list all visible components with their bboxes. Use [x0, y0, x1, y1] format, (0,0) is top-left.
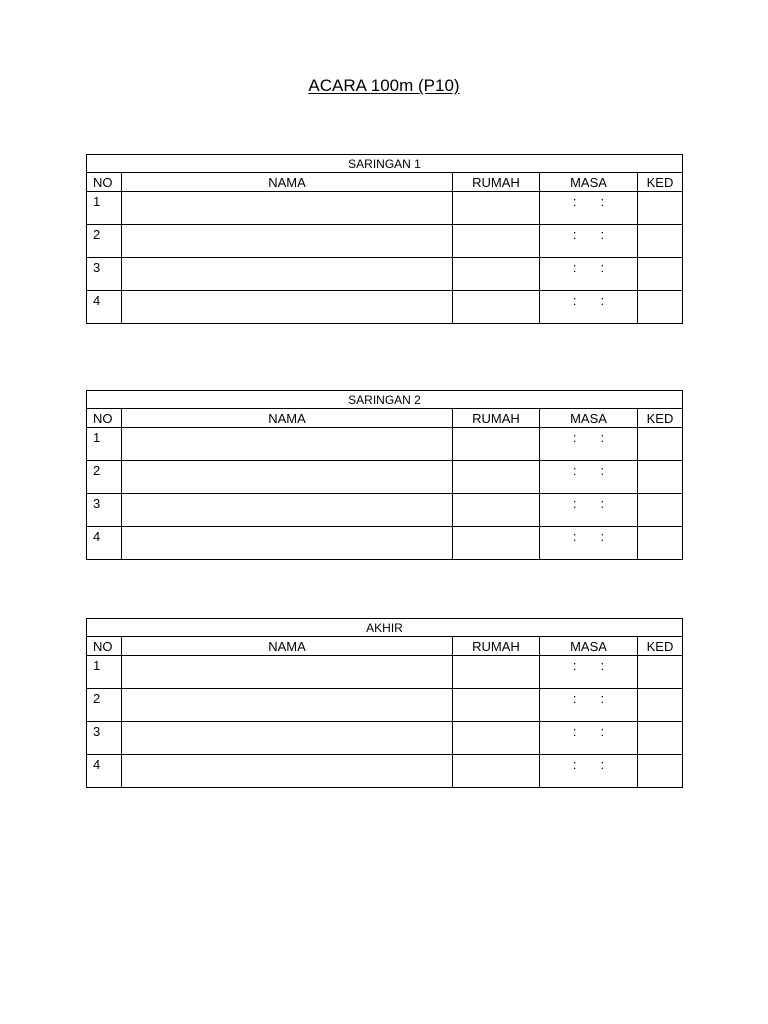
masa-cell[interactable] — [540, 461, 638, 494]
ked-cell[interactable] — [638, 755, 683, 788]
table-row — [87, 225, 683, 258]
table-row — [87, 656, 683, 689]
rumah-cell[interactable] — [453, 258, 540, 291]
time-separator: : — [600, 724, 605, 739]
time-separator: : — [600, 430, 605, 445]
time-separator: : — [572, 260, 577, 275]
column-header-masa: MASA — [540, 409, 638, 428]
rumah-cell[interactable] — [453, 656, 540, 689]
rumah-cell[interactable] — [453, 527, 540, 560]
heat-table-2 — [86, 390, 683, 560]
time-separator: : — [600, 260, 605, 275]
row-number: 4 — [87, 755, 122, 788]
column-header-rumah: RUMAH — [453, 409, 540, 428]
nama-cell[interactable] — [122, 461, 453, 494]
nama-cell[interactable] — [122, 428, 453, 461]
row-number: 1 — [87, 192, 122, 225]
column-header-nama: NAMA — [122, 637, 453, 656]
table-row — [87, 192, 683, 225]
row-number: 3 — [87, 494, 122, 527]
masa-cell[interactable] — [540, 755, 638, 788]
rumah-cell[interactable] — [453, 428, 540, 461]
table-row — [87, 689, 683, 722]
column-header-masa: MASA — [540, 637, 638, 656]
nama-cell[interactable] — [122, 722, 453, 755]
time-separator: : — [600, 463, 605, 478]
time-separator: : — [572, 463, 577, 478]
time-separator: : — [572, 293, 577, 308]
row-number: 2 — [87, 225, 122, 258]
row-number: 4 — [87, 291, 122, 324]
nama-cell[interactable] — [122, 656, 453, 689]
masa-cell[interactable] — [540, 428, 638, 461]
ked-cell[interactable] — [638, 225, 683, 258]
masa-cell[interactable] — [540, 656, 638, 689]
time-separator: : — [600, 496, 605, 511]
table-heading: AKHIR — [87, 619, 683, 637]
column-header-no: NO — [87, 637, 122, 656]
time-separator: : — [572, 430, 577, 445]
nama-cell[interactable] — [122, 494, 453, 527]
ked-cell[interactable] — [638, 656, 683, 689]
heat-table-1 — [86, 154, 683, 324]
masa-cell[interactable] — [540, 494, 638, 527]
heat-table-3 — [86, 618, 683, 788]
table-row — [87, 258, 683, 291]
row-number: 2 — [87, 689, 122, 722]
table-row — [87, 494, 683, 527]
masa-cell[interactable] — [540, 192, 638, 225]
rumah-cell[interactable] — [453, 291, 540, 324]
time-separator: : — [572, 724, 577, 739]
nama-cell[interactable] — [122, 755, 453, 788]
table-heading: SARINGAN 1 — [87, 155, 683, 173]
table-row — [87, 428, 683, 461]
masa-cell[interactable] — [540, 689, 638, 722]
time-separator: : — [572, 227, 577, 242]
masa-cell[interactable] — [540, 527, 638, 560]
ked-cell[interactable] — [638, 291, 683, 324]
time-separator: : — [572, 194, 577, 209]
ked-cell[interactable] — [638, 527, 683, 560]
row-number: 3 — [87, 722, 122, 755]
ked-cell[interactable] — [638, 192, 683, 225]
rumah-cell[interactable] — [453, 461, 540, 494]
masa-cell[interactable] — [540, 258, 638, 291]
masa-cell[interactable] — [540, 291, 638, 324]
ked-cell[interactable] — [638, 428, 683, 461]
time-separator: : — [600, 658, 605, 673]
rumah-cell[interactable] — [453, 225, 540, 258]
time-separator: : — [572, 691, 577, 706]
rumah-cell[interactable] — [453, 689, 540, 722]
masa-cell[interactable] — [540, 722, 638, 755]
table-row — [87, 527, 683, 560]
table-heading: SARINGAN 2 — [87, 391, 683, 409]
ked-cell[interactable] — [638, 461, 683, 494]
table-row — [87, 755, 683, 788]
nama-cell[interactable] — [122, 689, 453, 722]
column-header-no: NO — [87, 173, 122, 192]
table-row — [87, 722, 683, 755]
rumah-cell[interactable] — [453, 494, 540, 527]
column-header-no: NO — [87, 409, 122, 428]
time-separator: : — [600, 227, 605, 242]
rumah-cell[interactable] — [453, 722, 540, 755]
nama-cell[interactable] — [122, 192, 453, 225]
column-header-rumah: RUMAH — [453, 173, 540, 192]
column-header-ked: KED — [638, 173, 683, 192]
time-separator: : — [572, 757, 577, 772]
column-header-ked: KED — [638, 409, 683, 428]
nama-cell[interactable] — [122, 291, 453, 324]
time-separator: : — [600, 757, 605, 772]
ked-cell[interactable] — [638, 722, 683, 755]
ked-cell[interactable] — [638, 258, 683, 291]
ked-cell[interactable] — [638, 689, 683, 722]
page-title: ACARA 100m (P10) — [308, 76, 460, 95]
row-number: 2 — [87, 461, 122, 494]
column-header-rumah: RUMAH — [453, 637, 540, 656]
time-separator: : — [572, 529, 577, 544]
row-number: 1 — [87, 428, 122, 461]
rumah-cell[interactable] — [453, 192, 540, 225]
nama-cell[interactable] — [122, 258, 453, 291]
row-number: 4 — [87, 527, 122, 560]
table-row — [87, 291, 683, 324]
ked-cell[interactable] — [638, 494, 683, 527]
column-header-nama: NAMA — [122, 409, 453, 428]
row-number: 3 — [87, 258, 122, 291]
time-separator: : — [600, 529, 605, 544]
column-header-ked: KED — [638, 637, 683, 656]
time-separator: : — [572, 496, 577, 511]
rumah-cell[interactable] — [453, 755, 540, 788]
time-separator: : — [572, 658, 577, 673]
time-separator: : — [600, 293, 605, 308]
time-separator: : — [600, 194, 605, 209]
column-header-masa: MASA — [540, 173, 638, 192]
nama-cell[interactable] — [122, 527, 453, 560]
column-header-nama: NAMA — [122, 173, 453, 192]
row-number: 1 — [87, 656, 122, 689]
nama-cell[interactable] — [122, 225, 453, 258]
time-separator: : — [600, 691, 605, 706]
table-row — [87, 461, 683, 494]
masa-cell[interactable] — [540, 225, 638, 258]
